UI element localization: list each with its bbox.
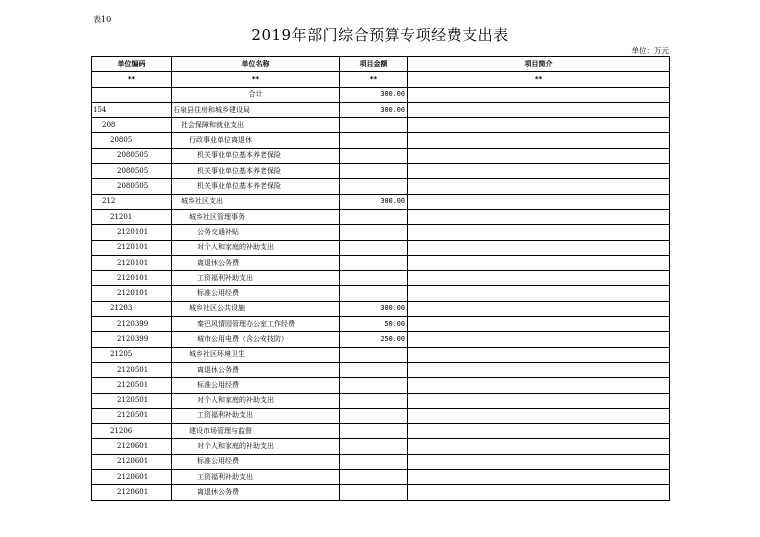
description-cell [408, 317, 670, 332]
unit-code-cell: 2080505 [92, 179, 172, 194]
unit-code-cell: 21206 [92, 424, 172, 439]
unit-code-cell: 2120601 [92, 454, 172, 469]
unit-name-cell: 离退休公务费 [172, 255, 340, 270]
unit-name-cell: 对个人和家庭的补助支出 [172, 439, 340, 454]
amount-cell [340, 179, 408, 194]
unit-name-cell: 城乡社区管理事务 [172, 209, 340, 224]
column-header-code: 单位编码 [92, 57, 172, 72]
amount-cell [340, 133, 408, 148]
unit-name-cell: 机关事业单位基本养老保险 [172, 179, 340, 194]
amount-cell [340, 362, 408, 377]
amount-cell [340, 378, 408, 393]
description-cell [408, 133, 670, 148]
description-cell [408, 347, 670, 362]
description-cell [408, 255, 670, 270]
amount-cell [340, 470, 408, 485]
unit-code-cell: 2120601 [92, 470, 172, 485]
table-row [92, 133, 670, 148]
placeholder-cell: ** [92, 72, 172, 87]
unit-name-cell: 建设市场管理与监督 [172, 424, 340, 439]
table-row [92, 378, 670, 393]
table-row [92, 485, 670, 500]
description-cell [408, 301, 670, 316]
amount-cell [340, 286, 408, 301]
unit-name-cell: 离退休公务费 [172, 485, 340, 500]
amount-cell: 300.00 [340, 102, 408, 117]
unit-name-cell: 城乡社区支出 [172, 194, 340, 209]
unit-name-cell: 机关事业单位基本养老保险 [172, 148, 340, 163]
description-cell [408, 424, 670, 439]
description-cell [408, 194, 670, 209]
table-row [92, 332, 670, 347]
unit-name-cell: 城市公用电费（含公安技防） [172, 332, 340, 347]
table-row [92, 102, 670, 117]
table-row [92, 347, 670, 362]
description-cell [408, 439, 670, 454]
unit-code-cell: 2120601 [92, 439, 172, 454]
unit-code-cell: 21201 [92, 209, 172, 224]
unit-name-cell: 标准公用经费 [172, 286, 340, 301]
table-row [92, 194, 670, 209]
description-cell [408, 240, 670, 255]
description-cell [408, 118, 670, 133]
table-row [92, 118, 670, 133]
header-row [92, 57, 670, 72]
unit-name-cell: 城乡社区环境卫生 [172, 347, 340, 362]
table-row [92, 408, 670, 423]
table-row [92, 271, 670, 286]
table-row [92, 164, 670, 179]
description-cell [408, 470, 670, 485]
column-header-name: 单位名称 [172, 57, 340, 72]
amount-cell [340, 271, 408, 286]
unit-name-cell: 石泉县住房和城乡建设局 [172, 102, 340, 117]
total-description-cell [408, 87, 670, 102]
placeholder-cell: ** [340, 72, 408, 87]
unit-name-cell: 标准公用经费 [172, 454, 340, 469]
amount-cell [340, 485, 408, 500]
table-row [92, 225, 670, 240]
table-row [92, 301, 670, 316]
column-header-description: 项目简介 [408, 57, 670, 72]
unit-code-cell: 2120501 [92, 378, 172, 393]
description-cell [408, 332, 670, 347]
total-row [92, 87, 670, 102]
page-title: 2019年部门综合预算专项经费支出表 [251, 26, 509, 44]
unit-name-cell: 机关事业单位基本养老保险 [172, 164, 340, 179]
description-cell [408, 454, 670, 469]
table-row [92, 148, 670, 163]
amount-cell: 300.00 [340, 194, 408, 209]
unit-code-cell: 21203 [92, 301, 172, 316]
table-row [92, 439, 670, 454]
table-number: 表10 [93, 15, 112, 24]
amount-cell [340, 408, 408, 423]
total-code-cell [92, 87, 172, 102]
amount-cell [340, 148, 408, 163]
description-cell [408, 485, 670, 500]
table-row [92, 470, 670, 485]
unit-code-cell: 2120101 [92, 225, 172, 240]
table-row [92, 179, 670, 194]
unit-code-cell: 2080505 [92, 148, 172, 163]
total-label: 合计 [172, 87, 340, 102]
amount-cell [340, 255, 408, 270]
unit-code-cell: 2080505 [92, 164, 172, 179]
unit-code-cell: 2120101 [92, 286, 172, 301]
unit-name-cell: 工资福利补助支出 [172, 271, 340, 286]
description-cell [408, 209, 670, 224]
unit-name-cell: 城乡社区公共设施 [172, 301, 340, 316]
amount-cell [340, 164, 408, 179]
table-row [92, 362, 670, 377]
table-row [92, 317, 670, 332]
description-cell [408, 286, 670, 301]
table-row [92, 255, 670, 270]
total-amount: 300.00 [340, 87, 408, 102]
amount-cell [340, 424, 408, 439]
placeholder-cell: ** [408, 72, 670, 87]
unit-code-cell: 154 [92, 102, 172, 117]
unit-name-cell: 工资福利补助支出 [172, 470, 340, 485]
unit-name-cell: 秦巴风情园管理办公室工作经费 [172, 317, 340, 332]
unit-name-cell: 离退休公务费 [172, 362, 340, 377]
table-row [92, 209, 670, 224]
placeholder-cell: ** [172, 72, 340, 87]
description-cell [408, 179, 670, 194]
unit-name-cell: 公务交通补贴 [172, 225, 340, 240]
amount-cell [340, 225, 408, 240]
unit-code-cell: 2120101 [92, 240, 172, 255]
amount-cell [340, 439, 408, 454]
unit-name-cell: 行政事业单位离退休 [172, 133, 340, 148]
unit-code-cell: 2120399 [92, 317, 172, 332]
unit-code-cell: 208 [92, 118, 172, 133]
description-cell [408, 408, 670, 423]
amount-cell: 250.00 [340, 332, 408, 347]
unit-name-cell: 对个人和家庭的补助支出 [172, 240, 340, 255]
table-row [92, 454, 670, 469]
unit-code-cell: 2120501 [92, 362, 172, 377]
description-cell [408, 393, 670, 408]
unit-code-cell: 20805 [92, 133, 172, 148]
description-cell [408, 225, 670, 240]
unit-name-cell: 标准公用经费 [172, 378, 340, 393]
unit-code-cell: 21205 [92, 347, 172, 362]
amount-cell [340, 118, 408, 133]
table-row [92, 424, 670, 439]
amount-cell [340, 393, 408, 408]
amount-cell [340, 454, 408, 469]
table-row [92, 240, 670, 255]
unit-name-cell: 工资福利补助支出 [172, 408, 340, 423]
unit-code-cell: 2120101 [92, 255, 172, 270]
amount-cell [340, 240, 408, 255]
amount-cell [340, 209, 408, 224]
amount-cell: 300.00 [340, 301, 408, 316]
unit-code-cell: 2120601 [92, 485, 172, 500]
unit-code-cell: 212 [92, 194, 172, 209]
table-row [92, 393, 670, 408]
amount-cell: 50.00 [340, 317, 408, 332]
unit-code-cell: 2120399 [92, 332, 172, 347]
description-cell [408, 271, 670, 286]
column-header-amount: 项目金额 [340, 57, 408, 72]
amount-cell [340, 347, 408, 362]
table-row [92, 286, 670, 301]
description-cell [408, 164, 670, 179]
unit-code-cell: 2120501 [92, 393, 172, 408]
unit-code-cell: 2120501 [92, 408, 172, 423]
placeholder-row [92, 72, 670, 87]
unit-code-cell: 2120101 [92, 271, 172, 286]
description-cell [408, 102, 670, 117]
description-cell [408, 148, 670, 163]
description-cell [408, 362, 670, 377]
unit-label: 单位：万元 [631, 46, 669, 55]
unit-name-cell: 对个人和家庭的补助支出 [172, 393, 340, 408]
unit-name-cell: 社会保障和就业支出 [172, 118, 340, 133]
description-cell [408, 378, 670, 393]
expense-table [91, 56, 670, 501]
